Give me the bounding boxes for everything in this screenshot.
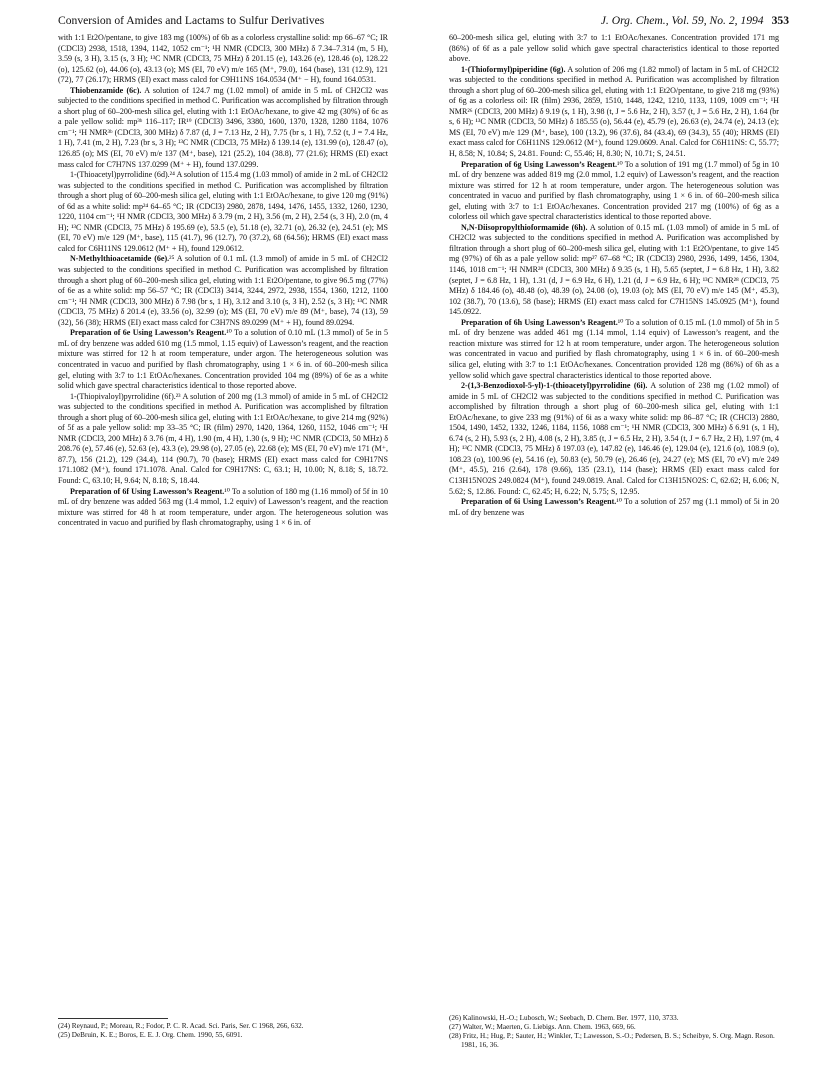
paragraph-heading: Preparation of 6h Using Lawesson’s Reagent.: [461, 317, 618, 327]
paragraph: [58, 328, 388, 391]
footnote-rule: [58, 1018, 168, 1019]
paragraph: [58, 33, 388, 86]
paragraph-heading: Preparation of 6i Using Lawesson’s Reagent.: [461, 497, 617, 507]
paragraph-text: 1-(Thioacetyl)pyrrolidine (6d).²⁴ A solution of 115.4 mg (1.03 mmol) of amide in 2 mL of CH2Cl2 was subjected to the conditions specified in method C. Purification was accomplished by filtration through a short plug of 60–200-mesh silica gel, eluting with 1:1 EtOAc/hexane, to give 120 mg (91%) of 6d as a white solid: mp²⁴ 64–65 °C; IR (CDCl3) 2980, 2878, 1494, 1476, 1455, 1332, 1260, 1230, 1220, 1104 cm⁻¹; ¹H NMR (CDCl3, 300 MHz) δ 3.79 (m, 2 H), 3.56 (m, 2 H), 2.54 (s, 3 H), 2.0 (m, 4 H); ¹³C NMR (CDCl3, 75 MHz) δ 195.69 (e), 53.5 (e), 51.18 (e), 32.71 (o), 26.32 (e), 24.51 (e); MS (EI, 70 eV) m/e 129 (M⁺, base), 115 (41.7), 96 (12.7), 70 (37.2), 68 (64.56); HRMS (EI) exact mass calcd for C6H11NS 129.0612 (M⁺ + H), found 129.0612.: [58, 170, 388, 253]
journal-name: J. Org. Chem., Vol. 59, No. 2, 1994: [600, 14, 764, 27]
paragraph-text: ²⁵ A solution of 0.1 mL (1.3 mmol) of amide in 5 mL of CH2Cl2 was subjected to the conditions specified in method C. Purification was accomplished by filtration through a short plug of 60–200-mesh silica gel, eluting with 1:1 Et2O/pentane, to give 96.5 mg (77%) of 6e as a white solid: mp 56–57 °C; IR (CDCl3) 3414, 3244, 2972, 2938, 1554, 1360, 1212, 1100 cm⁻¹; ¹H NMR (CDCl3, 300 MHz) δ 7.98 (br s, 1 H), 3.12 and 3.10 (s, 3 H), 2.52 (s, 3 H); ¹³C NMR (CDCl3, 75 MHz) δ 201.4 (e), 33.56 (o), 32.99 (o); MS (EI, 70 eV) m/e 89 (M⁺, base), 74 (13), 59 (32), 56 (38); HRMS (EI) exact mass calcd for C3H7NS 89.0299 (M⁺ + H), found 89.0294.: [58, 254, 388, 327]
paragraph-heading: Preparation of 6f Using Lawesson’s Reagent.: [70, 486, 225, 496]
paragraph-text: ¹⁰ To a solution of 257 mg (1.1 mmol) of 5i in 20 mL of dry benzene was: [449, 497, 779, 517]
footnote: (25) DeBruin, K. E.; Boros, E. E. J. Org. Chem. 1990, 55, 6091.: [58, 1031, 243, 1039]
paragraph-text: A solution of 124.7 mg (1.02 mmol) of amide in 5 mL of CH2Cl2 was subjected to the conditions specified in method C. Purification was accomplished by filtration through a short plug of 60–200-mesh silica gel, eluting with 1:1 EtOAc/hexane, to give 42 mg (30%) of 6c as a pale yellow solid: mp³ᵇ 116–117; IR¹⁹ (CDCl3) 3496, 3380, 1600, 1370, 1328, 1280 1184, 1076 cm⁻¹; ¹H NMR³ᵇ (CDCl3, 300 MHz) δ 7.87 (d, J = 7.13 Hz, 2 H), 7.75 (br s, 1 H), 7.52 (t, J = 7.4 Hz, 1 H), 7.41 (m, 2 H), 7.23 (br s, 3 H); ¹³C NMR (CDCl3, 75 MHz) δ 139.14 (e), 131.99 (o), 128.47 (o), 126.85 (o); MS (EI, 70 eV) m/e 137 (M⁺, base), 121 (25.2), 104 (38.8), 77 (21.6); HRMS (EI) exact mass calcd for C7H7NS 137.0299 (M⁺ + H), found 137.0299.: [58, 85, 388, 169]
paragraph: [449, 223, 779, 318]
paragraph-text: ¹⁰ To a solution of 0.15 mL (1.0 mmol) of 5h in 5 mL of dry benzene was added 461 mg (1.14 mmol, 1.14 equiv) of Lawesson’s reagent, and the reaction mixture was stirred for 12 h at room temperature, under argon. The heterogeneous solution was concentrated in vacuo and purified by flash chromatography, using 1 × 6 in. of 60–200-mesh silica gel, eluting with 3:7 to 1:1 EtOAc/hexanes. Concentration provided 128 mg (86%) of 6h as a yellow solid which gave spectral characteristics identical to those reported above.: [449, 317, 780, 380]
paragraph-heading: N,N-Diisopropylthioformamide (6h).: [461, 222, 588, 232]
right-column: [449, 33, 779, 518]
page-number: 353: [771, 14, 789, 27]
paragraph-heading: N-Methylthioacetamide (6e).: [70, 254, 170, 264]
paragraph: [58, 254, 388, 328]
left-column: [58, 33, 388, 529]
footnote: (26) Kalinowski, H.-O.; Lubosch, W.; Seebach, D. Chem. Ber. 1977, 110, 3733.: [449, 1014, 679, 1022]
paragraph-heading: Preparation of 6e Using Lawesson’s Reagent.: [70, 328, 227, 338]
paragraph-text: with 1:1 Et2O/pentane, to give 183 mg (100%) of 6b as a colorless crystalline solid: mp 66–67 °C; IR (CDCl3) 2938, 1518, 1394, 1142, 1052 cm⁻¹; ¹H NMR (CDCl3, 300 MHz) δ 7.34–7.314 (m, 5 H), 3.59 (s, 3 H), 3.15 (s, 3 H); ¹³C NMR (CDCl3, 75 MHz) δ 201.15 (e), 143.26 (e), 128.46 (o), 128.22 (o), 125.62 (o), 44.06 (o), 43.13 (o); MS (EI, 70 eV) m/e 165 (M⁺, 79.0), 164 (base), 131 (12.9), 121 (72), 77 (26.17); HRMS (EI) exact mass calcd for C9H11NS 164.0534 (M⁺ − H), found 164.0531.: [58, 33, 388, 85]
paragraph-heading: Preparation of 6g Using Lawesson’s Reagent.: [461, 159, 618, 169]
paragraph-heading: 1-(Thioformyl)piperidine (6g).: [461, 64, 566, 74]
footnote: (27) Walter, W.; Maerten, G. Liebigs. Ann. Chem. 1963, 669, 66.: [449, 1023, 636, 1031]
paragraph-heading: Thiobenzamide (6c).: [70, 85, 142, 95]
running-title: Conversion of Amides and Lactams to Sulfur Derivatives: [58, 14, 325, 27]
paragraph-text: ¹⁰ To a solution of 191 mg (1.7 mmol) of 5g in 10 mL of dry benzene was added 819 mg (2.0 mmol, 1.2 equiv) of Lawesson’s reagent, and the reaction mixture was stirred for 12 h at room temperature, under argon. The heterogeneous solution was concentrated in vacuo and purified by flash chromatography, using 1 × 6 in. of 60–200-mesh silica gel, eluting with 3:7 to 1:1 EtOAc/hexanes. Concentration provided 217 mg (100%) of 6g as a colorless oil which gave spectral characteristics identical to those reported above.: [449, 159, 780, 222]
paragraph-text: A solution of 0.15 mL (1.03 mmol) of amide in 5 mL of CH2Cl2 was subjected to the conditions specified in method A. Purification was accomplished by filtration through a short plug of 60–200-mesh silica gel, eluting with 1:1 Et2O/pentane, to give 145 mg (97%) of 6h as a pale yellow solid: mp²⁷ 67–68 °C; IR (CDCl3) 2980, 2936, 1499, 1456, 1304, 1146, 1018 cm⁻¹; ¹H NMR²⁸ (CDCl3, 300 MHz) δ 9.35 (s, 1 H), 5.65 (septet, J = 6.8 Hz, 1 H), 3.82 (septet, J = 6.8 Hz, 1 H), 1.31 (d, J = 6.9 Hz, 6 H), 1.21 (d, J = 6.9 Hz, 6 H); ¹³C NMR²⁸ (CDCl3, 75 MHz) δ 184.46 (o), 48.48 (o), 48.39 (o), 24.08 (o), 19.03 (o); MS (EI, 70 eV) m/e 145 (M⁺, 45.3), 102 (38.7), 70 (13.6), 58 (base); HRMS (EI) exact mass calcd for C7H15NS 145.0925 (M⁺), found 145.0922.: [449, 222, 779, 317]
running-header: [58, 12, 789, 30]
footnote: (24) Reynaud, P.; Moreau, R.; Fodor, P. C. R. Acad. Sci. Paris, Ser. C 1968, 266, 632.: [58, 1022, 304, 1030]
footnotes-left: [58, 1018, 388, 1040]
paragraph-text: 60–200-mesh silica gel, eluting with 3:7 to 1:1 EtOAc/hexanes. Concentration provided 171 mg (86%) of 6f as a pale yellow solid which gave spectral characteristics identical to those reported above.: [449, 33, 779, 64]
paragraph: [449, 65, 779, 160]
footnotes-right: [449, 1014, 779, 1050]
journal-citation: [601, 12, 789, 30]
footnote: (28) Fritz, H.; Hug, P.; Sauter, H.; Winkler, T.; Lawesson, S.-O.; Pedersen, B. S.; Scheibye, S. Org. Magn. Reson. 1981, 16, 36.: [449, 1032, 775, 1049]
paragraph: [449, 318, 779, 381]
paragraph-text: A solution of 206 mg (1.82 mmol) of lactam in 5 mL of CH2Cl2 was subjected to the conditions specified in method A. Purification was accomplished by filtration through a short plug of 60–200-mesh silica gel, eluting with 1:1 Et2O/pentane, to give 218 mg (93%) of 6g as a colorless oil: IR (film) 2936, 2859, 1510, 1448, 1242, 1210, 1133, 1109, 1009 cm⁻¹; ¹H NMR²⁶ (CDCl3, 200 MHz) δ 9.19 (s, 1 H), 3.98 (t, J = 5.6 Hz, 2 H), 3.57 (t, J = 5.6 Hz, 2 H), 1.64 (br s, 6 H); ¹³C NMR (CDCl3, 50 MHz) δ 185.55 (o), 56.44 (e), 45.79 (e), 26.63 (e), 24.74 (e), 24.13 (e); MS (EI, 70 eV) m/e 129 (M⁺, base), 100 (13.2), 96 (37.6), 84 (43.4), 69 (34.3), 55 (40); HRMS (EI) exact mass calcd for C6H11NS 129.0612 (M⁺), found 129.0609. Anal. Calcd for C6H11NS: C, 55.77; H, 8.58; N, 10.84; S, 24.81. Found: C, 55.46; H, 8.30; N, 10.71; S, 24.51.: [449, 64, 779, 159]
paragraph: [58, 170, 388, 254]
paragraph-heading: 2-(1,3-Benzodioxol-5-yl)-1-(thioacetyl)pyrrolidine (6i).: [461, 381, 648, 391]
paragraph: [449, 381, 779, 497]
paragraph-text: 1-(Thiopivaloyl)pyrrolidine (6f).²³ A solution of 200 mg (1.3 mmol) of amide in 5 mL of CH2Cl2 was subjected to the conditions specified in method A. Purification was accomplished by filtration through a short plug of 60–200-mesh silica gel, eluting with 1:1 EtOAc/hexane, to give 214 mg (92%) of 5f as a pale yellow solid: mp 33–35 °C; IR (film) 2970, 1420, 1364, 1260, 1152, 1046 cm⁻¹; ¹H NMR (CDCl3, 200 MHz) δ 3.76 (m, 4 H), 1.90 (m, 4 H), 1.30 (s, 9 H); ¹³C NMR (CDCl3, 50 MHz) δ 208.76 (e), 57.46 (e), 52.63 (e), 43.3 (e), 29.98 (o), 27.05 (e), 22.68 (e); MS (EI, 70 eV) m/e 171 (M⁺, 87.7), 156 (21.2), 129 (34.4), 114 (90.7), 70 (base); HRMS (EI) exact mass calcd for C9H17NS 171.1082 (M⁺), found 171.1078. Anal. Calcd for C9H17NS: C, 63.1; H, 10.00; N, 8.18; S, 18.72. Found: C, 63.10; H, 9.64; N, 8.18; S, 18.44.: [58, 391, 388, 485]
paragraph-text: ¹⁰ To a solution of 0.10 mL (1.3 mmol) of 5e in 5 mL of dry benzene was added 610 mg (1.5 mmol, 1.15 equiv) of Lawesson’s reagent, and the reaction mixture was stirred for 12 h at room temperature, under argon. The heterogeneous solution was concentrated in vacuo and purified by flash chromatography, using 1 × 6 in. of 60–200-mesh silica gel, eluting with 3:7 to 1:1 EtOAc/hexanes. Concentration provided 104 mg (89%) of 6e as a white solid which gave spectral characteristics identical to those reported above.: [58, 328, 389, 391]
paragraph-text: A solution of 238 mg (1.02 mmol) of amide in 5 mL of CH2Cl2 was subjected to the conditions specified in method C. Purification was accomplished by filtration through a short plug of 60–200-mesh silica gel, eluting with 1:1 EtOAc/hexane, to give 233 mg (91%) of 6i as a waxy white solid: mp 86–87 °C; IR (CHCl3) 2880, 1504, 1490, 1452, 1332, 1246, 1184, 1156, 1088 cm⁻¹; ¹H NMR (CDCl3, 300 MHz) δ 6.91 (s, 1 H), 6.74 (s, 2 H), 5.93 (s, 2 H), 4.08 (s, 2 H), 3.85 (t, J = 6.5 Hz, 2 H), 3.54 (t, J = 6.7 Hz, 2 H), 1.97 (m, 4 H); ¹³C NMR (CDCl3, 75 MHz) δ 197.03 (e), 147.82 (e), 146.46 (e), 129.04 (e), 121.6 (o), 108.9 (o), 108.23 (o), 100.96 (e), 54.16 (e), 50.83 (e), 50.79 (e), 26.46 (e), 24.27 (e); MS (EI, 70 eV) m/e 249 (M⁺, 45.5), 216 (2.64), 178 (9.66), 135 (23.1), 114 (base); HRMS (EI) exact mass calcd for C13H15NO2S 249.0824 (M⁺), found 249.0819. Anal. Calcd for C13H15NO2S: C, 62.62; H, 6.06; N, 5.62; S, 12.86. Found: C, 62.45; H, 6.22; N, 5.75; S, 12.95.: [449, 381, 779, 496]
paragraph: [449, 497, 779, 518]
paragraph: [58, 487, 388, 529]
paragraph: [58, 86, 388, 170]
paragraph: [449, 33, 779, 65]
paragraph: [449, 160, 779, 223]
paragraph-text: ¹⁰ To a solution of 180 mg (1.16 mmol) of 5f in 10 mL of dry benzene was added 563 mg (1.4 mmol, 1.2 equiv) of Lawesson’s reagent, and the reaction mixture was stirred for 48 h at room temperature, under argon. The heterogeneous solution was concentrated in vacuo and purified by flash chromatography, using 1 × 6 in. of: [58, 486, 388, 528]
paragraph: [58, 392, 388, 487]
